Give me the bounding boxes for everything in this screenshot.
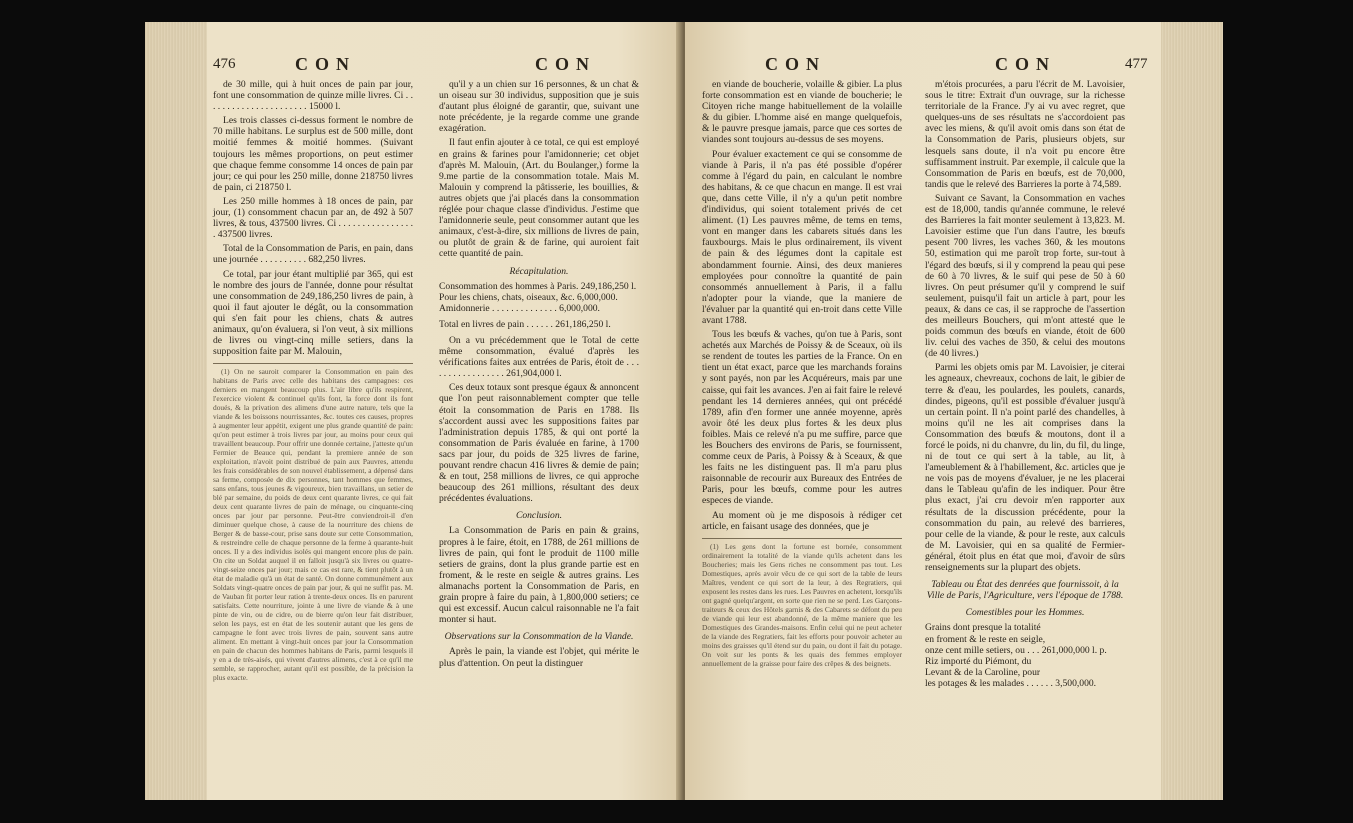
paragraph: qu'il y a un chien sur 16 personnes, & un chat & un oiseau sur 30 individus, supposition que je suis d'autant plus éloigné de garantir, que, suivant une note précédente, je la regarde comme une grande exagération. (439, 79, 639, 135)
footnote-text: (1) On ne sauroit comparer la Consommation en pain des habitans de Paris avec celle des habitans des campagnes: ces derniers en mangent beaucoup plus. L'air libre qu'ils respirent, l'exercice violent & continuel qu'ils font, la force dont ils font doués, & la privation des alimens d'une autre nature, tels que la viande & les boissons nourrissantes, &c. toutes ces causes, propres à augmenter leur appétit, exigent une plus grande quantité de pain: qu'on peut estimer à trois livres par jour, au moins pour ceux qui travaillent beaucoup. Pour offrir une donnée certaine, j'atteste qu'un Fermier de Beauce qui, pendant la premiere année de son exploitation, n'avoit point distribué de pain aux Pauvres, attendu les frais considérables de son nouvel établissement, a dépensé dans sa ferme, composée de dix personnes, tant hommes que femmes, sans enfans, tous jeunes & vigoureux, bien travaillans, un setier de blé par semaine, du poids de deux cent quarante livres, ce qui fait deux cent quarante livres de pain de ménage, ou cinquante-cinq onces par jour par personne. Peut-être conviendroit-il d'en diminuer quelque chose, à cause de la nourriture des chiens de Berger & de basse-cour, prise sans doute sur cette Consommation, & restreindre celle de chaque personne de la ferme à quarante-huit onces. Il y a des individus isolés qui mangent encore plus de pain. On cite un Soldat auquel il en falloit jusqu'à six livres ou quatre-vingt-seize onces par jour; mais ce cas est rare, & tient plutôt à un état de maladie qu'à un état de santé. On donne communément aux Soldats vingt-quatre onces de pain par jour, & qui ne suffit pas. M. de Vauban fit porter leur ration à trente-deux onces. Ils en parurent satisfaits. Cette nourriture, jointe à une livre de viande & à une pinte de vin, ou de cidre, ou de bierre qu'on leur fait distribuer, selon les pays, est en état de les soutenir autant que les gens de campagne le font avec trois livres de pain, souvent sans autre aliment. En mettant à vingt-huit onces par jour la Consommation en pain de chacun des hommes habitans de Paris, parmi lesquels il y en a de très-aisés, qui vivent d'autres alimens, c'est à ce qu'il me semble, se rapprocher, autant qu'il est possible, de la précision la plus exacte. (213, 367, 413, 683)
page-number: 477 (1125, 56, 1148, 72)
table-row: en froment & le reste en seigle, (925, 633, 1046, 645)
right-col-2 (925, 79, 1125, 689)
paragraph: Tous les bœufs & vaches, qu'on tue à Paris, sont achetés aux Marchés de Poissy & de Sceaux, où ils se rendent de toutes les parties de la France. On en tient un état exact, parce que les marchands forains y sont payés, non par les Acquéreurs, mais par une caisse, qui fait les avances. J'en ai fait faire le relevé pendant les 14 dernieres années, qui ont précédé 1789, afin d'en former une année moyenne, après avoir ôté les deux plus fortes & les deux plus foibles. Mais ce relevé n'a pu me suffire, parce que les Bouchers des environs de Paris, se fournissent, comme ceux de Paris, à Poissy & à Sceaux, & que les faits ne les distinguent pas. Il m'a paru plus raisonnable de recourir aux Bureaux des Entrées de Paris, pour les bœufs, comme pour les autres especes de viande. (702, 329, 902, 507)
table-row: Riz importé du Piémont, du (925, 655, 1032, 667)
paragraph: Total de la Consommation de Paris, en pain, dans une journée . . . . . . . . . . 682,250 livres. (213, 243, 413, 266)
paragraph: Pour évaluer exactement ce qui se consomme de viande à Paris, il n'a pas été possible d'opérer comme à l'égard du pain, en calculant le nombre des habitans, & ce que chacun en mange. Il est vrai que, dans cette Ville, il n'y a qu'un petit nombre d'individus, qui soient totalement privés de cet aliment. (1) Les pauvres même, de tems en tems, vont en manger dans les cabarets situés dans les fauxbourgs. Mais le plus ordinairement, ils vivent de pain & des légumes dont la capitale est abondamment fournie. Ainsi, des deux manieres employées pour connoître la quantité de pain consommés annuellement à Paris, il a fallu n'adopter pour la viande, que la maniere de l'évaluer par la quantité qui en-troit dans cette Ville avant 1788. (702, 148, 902, 326)
page-number: 476 (213, 56, 236, 72)
footnote-text: (1) Les gens dont la fortune est bornée, consomment ordinairement la totalité de la viande qu'ils achetent dans les Boucheries; mais les Gens riches ne consomment pas tout. Les Domestiques, après avoir vêcu de ce qui sort de la table de leurs Maîtres, vendent ce qui sort de la leur, à des Regratiers, qui exposent les restes dans les rues. Les Pauvres en achetent, lorsqu'ils ont gagné quelqu'argent, en sorte que rien ne se perd. Les Garçons-traiteurs & ceux des Hôtels garnis & des Cabarets se défont du peu de viande qui leur est abandonné, de la même maniere que les Domestiques des Grandes-maisons. Enfin celui qui ne peut acheter de la viande des Regratiers, fait les efforts pour pouvoir acheter au moins des graisses qu'il étend sur du pain, ou dont il fait du potage. On voit sur les ponts & les quais des femmes employer annuellement de la graisse pour faire des crêpes & des beignets. (702, 541, 903, 668)
right-page (685, 22, 1223, 800)
table-row: onze cent mille setiers, ou . . . 261,000,000 l. p. (925, 644, 1107, 656)
paragraph: Après le pain, la viande est l'objet, qui mérite le plus d'attention. On peut la distinguer (439, 646, 639, 669)
paragraph: Parmi les objets omis par M. Lavoisier, je citerai les agneaux, chevreaux, cochons de lait, le gibier de terre & d'eau, les poulardes, les poulets, canards, dindes, pigeons, qu'il est possible d'évaluer jusqu'à un certain point. Il n'a point parlé des chandelles, à moins qu'il ne les ait comprises dans la Consommation des bœufs & moutons, dont il a forcé le poids, ni du chanvre, du lin, du fil, du linge, ni de tout ce qui sert à la table, au lit, à l'ameublement & à l'habillement, &c. articles que je ne vois pas de moyens d'évaluer, je ne les placerai dans le Tableau qu'afin de les indiquer. Pour être plus exact, j'ai cru devoir m'en rapporter aux résultats de la discussion précédente, pour la consommation du pain, au relevé des barrieres, pour celle de la viande, & pour le reste, aux calculs de M. Lavoisier, qui en sa qualité de Fermier-général, étoit plus en état que moi, d'avoir de sûrs renseignements sur la plupart des objets. (925, 362, 1125, 574)
section-heading: Conclusion. (515, 510, 563, 522)
section-heading: Observations sur la Consommation de la Viande. (444, 631, 634, 643)
table-row: Levant & de la Caroline, pour (925, 666, 1041, 678)
right-col-1 (702, 79, 902, 668)
section-heading: Récapitulation. (509, 265, 569, 277)
running-head-left: CON (295, 54, 356, 74)
paragraph: de 30 mille, qui à huit onces de pain par jour, font une consommation de quinze mille livres. Ci . . . . . . . . . . . . . . . . . . . . . . 15000 l. (213, 79, 413, 113)
table-subtitle: Comestibles pour les Hommes. (965, 607, 1085, 619)
recap-line: Amidonnerie . . . . . . . . . . . . . . 6,000,000. (439, 302, 600, 314)
paragraph: Suivant ce Savant, la Consommation en vaches est de 18,000, tandis qu'année commune, le relevé des Barrieres la fait monter seulement à 13,823. M. Lavoisier estime que l'un dans l'autre, les bœufs pesent 700 livres, les vaches 360, & les moutons 50, estimation qui me paroît trop forte, sur-tout à l'égard des bœufs, si il y comprend la peau qui pese de 60 à 70 livres, & le suif qui pese de 50 à 60 livres. On peut présumer qu'il y comprend le suif seulement, puisqu'il fait un article à part, pour les peaux, & dans ce cas, il se rapproche de l'assertion des meilleurs Bouchers, qui m'ont attesté que le poids commun des bœufs en viande, étoit de 600 liv. celui des vaches de 350, & celui des moutons (de 40 livres.) (925, 192, 1125, 360)
left-col-2 (439, 79, 639, 672)
paragraph: Au moment où je me disposois à rédiger cet article, en faisant usage des données, que je (702, 509, 902, 532)
open-book (145, 22, 1223, 800)
paragraph: Ce total, par jour étant multiplié par 365, qui est le nombre des jours de l'année, donne pour résultat une consommation de 249,186,250 livres de pain, à quoi il faut ajouter le dégât, ou la consommation qui s'en fait pour les chiens, chats & autres animaux, qu'on évaluera, si l'on veut, à six millions de livres ou vingt-cinq mille setiers, dans la supposition faite par M. Malouin, (213, 268, 413, 358)
footnote (213, 363, 413, 682)
recap-line: Consommation des hommes à Paris. 249,186,250 l. (439, 280, 637, 292)
running-head-right: CON (765, 54, 826, 74)
paragraph: On a vu précédemment que le Total de cette même consommation, évalué d'après les vérifications faites aux entrées de Paris, étoit de . . . . . . . . . . . . . . . . . 261,904,000 l. (439, 334, 639, 380)
paragraph: La Consommation de Paris en pain & grains, propres à le faire, étoit, en 1788, de 261 millions de livres de pain, qui font le produit de 1100 mille setiers de grains, dont la plus grande partie est en froment, & le reste en seigle & autres grains. Les almanachs portent la Consommation de Paris, en grain propre à faire du pain, à 1,800,000 setiers; ce qui est excessif. Aucun calcul raisonnable ne l'a fait monter si haut. (439, 525, 639, 626)
paragraph: Il faut enfin ajouter à ce total, ce qui est employé en grains & farines pour l'amidonnerie; cet objet d'après M. Malouin, (Art. du Boulanger,) forme la 9.me partie de la consommation totale. Mais M. Malouin y comprend la pâtisserie, les bouillies, & autres objets que j'ai placés dans la consommation réglée pour chaque classe d'individus. J'estime que l'amidonnerie seule, peut consommer autant que les animaux, c'est-à-dire, six millions de livres de pain, ou plutôt de grain & de farine, qui auroient fait cette quantité de pain. (439, 137, 639, 260)
paragraph: Ces deux totaux sont presque égaux & annoncent que l'on peut raisonnablement compter que telle étoit la consommation de Paris en 1788. Ils s'accordent aussi avec les suppositions faites par l'administration depuis 1785, & qui ont porté la consommation de Paris évaluée en farine, à 1700 sacs par jour, du poids de 325 livres de farine, pouvant rendre chacun 416 livres & demie de pain; & en tout, 258 millions de livres, ce qui approche beaucoup des 261 millions, résultant des deux précédentes évaluations. (439, 382, 639, 505)
footnote (702, 538, 902, 668)
paragraph: en viande de boucherie, volaille & gibier. La plus forte consommation est en viande de boucherie; le Citoyen riche mange habituellement de la volaille & du gibier. L'homme aisé en mange quelquefois, & le pauvre presque jamais, parce que ces sortes de viandes sont toujours au-dessus de ses moyens. (702, 79, 902, 146)
table-row: les potages & les malades . . . . . . 3,500,000. (925, 677, 1097, 689)
recap-total: Total en livres de pain . . . . . . 261,186,250 l. (439, 318, 611, 330)
paragraph: m'étois procurées, a paru l'écrit de M. Lavoisier, sous le titre: Extrait d'un ouvrage, sur la richesse territoriale de la France. J'y ai vu avec regret, que quelques-uns de ses résultats ne s'accordoient pas avec les miens, & qu'il avoit omis dans son état de la Consommation de Paris, plusieurs objets, sur lesquels sans doute, il n'a voit pu encore être suffisamment instruit. Par exemple, il calcule que la Consommation de Paris en bœufs, est de 70,000, tandis que le relevé des Barrieres la porte à 74,589. (925, 79, 1125, 190)
table-title: Tableau ou État des denrées que fournissoit, à la Ville de Paris, l'Agriculture, vers l'époque de 1788. (926, 579, 1124, 602)
recap-line: Pour les chiens, chats, oiseaux, &c. 6,000,000. (439, 291, 618, 303)
running-head-left-2: CON (535, 54, 596, 74)
left-col-1 (213, 79, 413, 682)
running-head-right-2: CON (995, 54, 1056, 74)
paragraph: Les 250 mille hommes à 18 onces de pain, par jour, (1) consomment chacun par an, de 492 à 507 livres, & tous, 437500 livres. Ci . . . . . . . . . . . . . . . . . 437500 livres. (213, 195, 413, 241)
paragraph: Les trois classes ci-dessus forment le nombre de 70 mille habitans. Le surplus est de 500 mille, dont moitié femmes & moitié hommes. (Suivant toujours les mêmes proportions, on peut estimer que chaque femme consomme 14 onces de pain par jour; ce qui pour les 250 mille, donne 218750 livres de pain, ci 218750 l. (213, 115, 413, 193)
left-page (145, 22, 683, 800)
table-row: Grains dont presque la totalité (925, 622, 1041, 634)
